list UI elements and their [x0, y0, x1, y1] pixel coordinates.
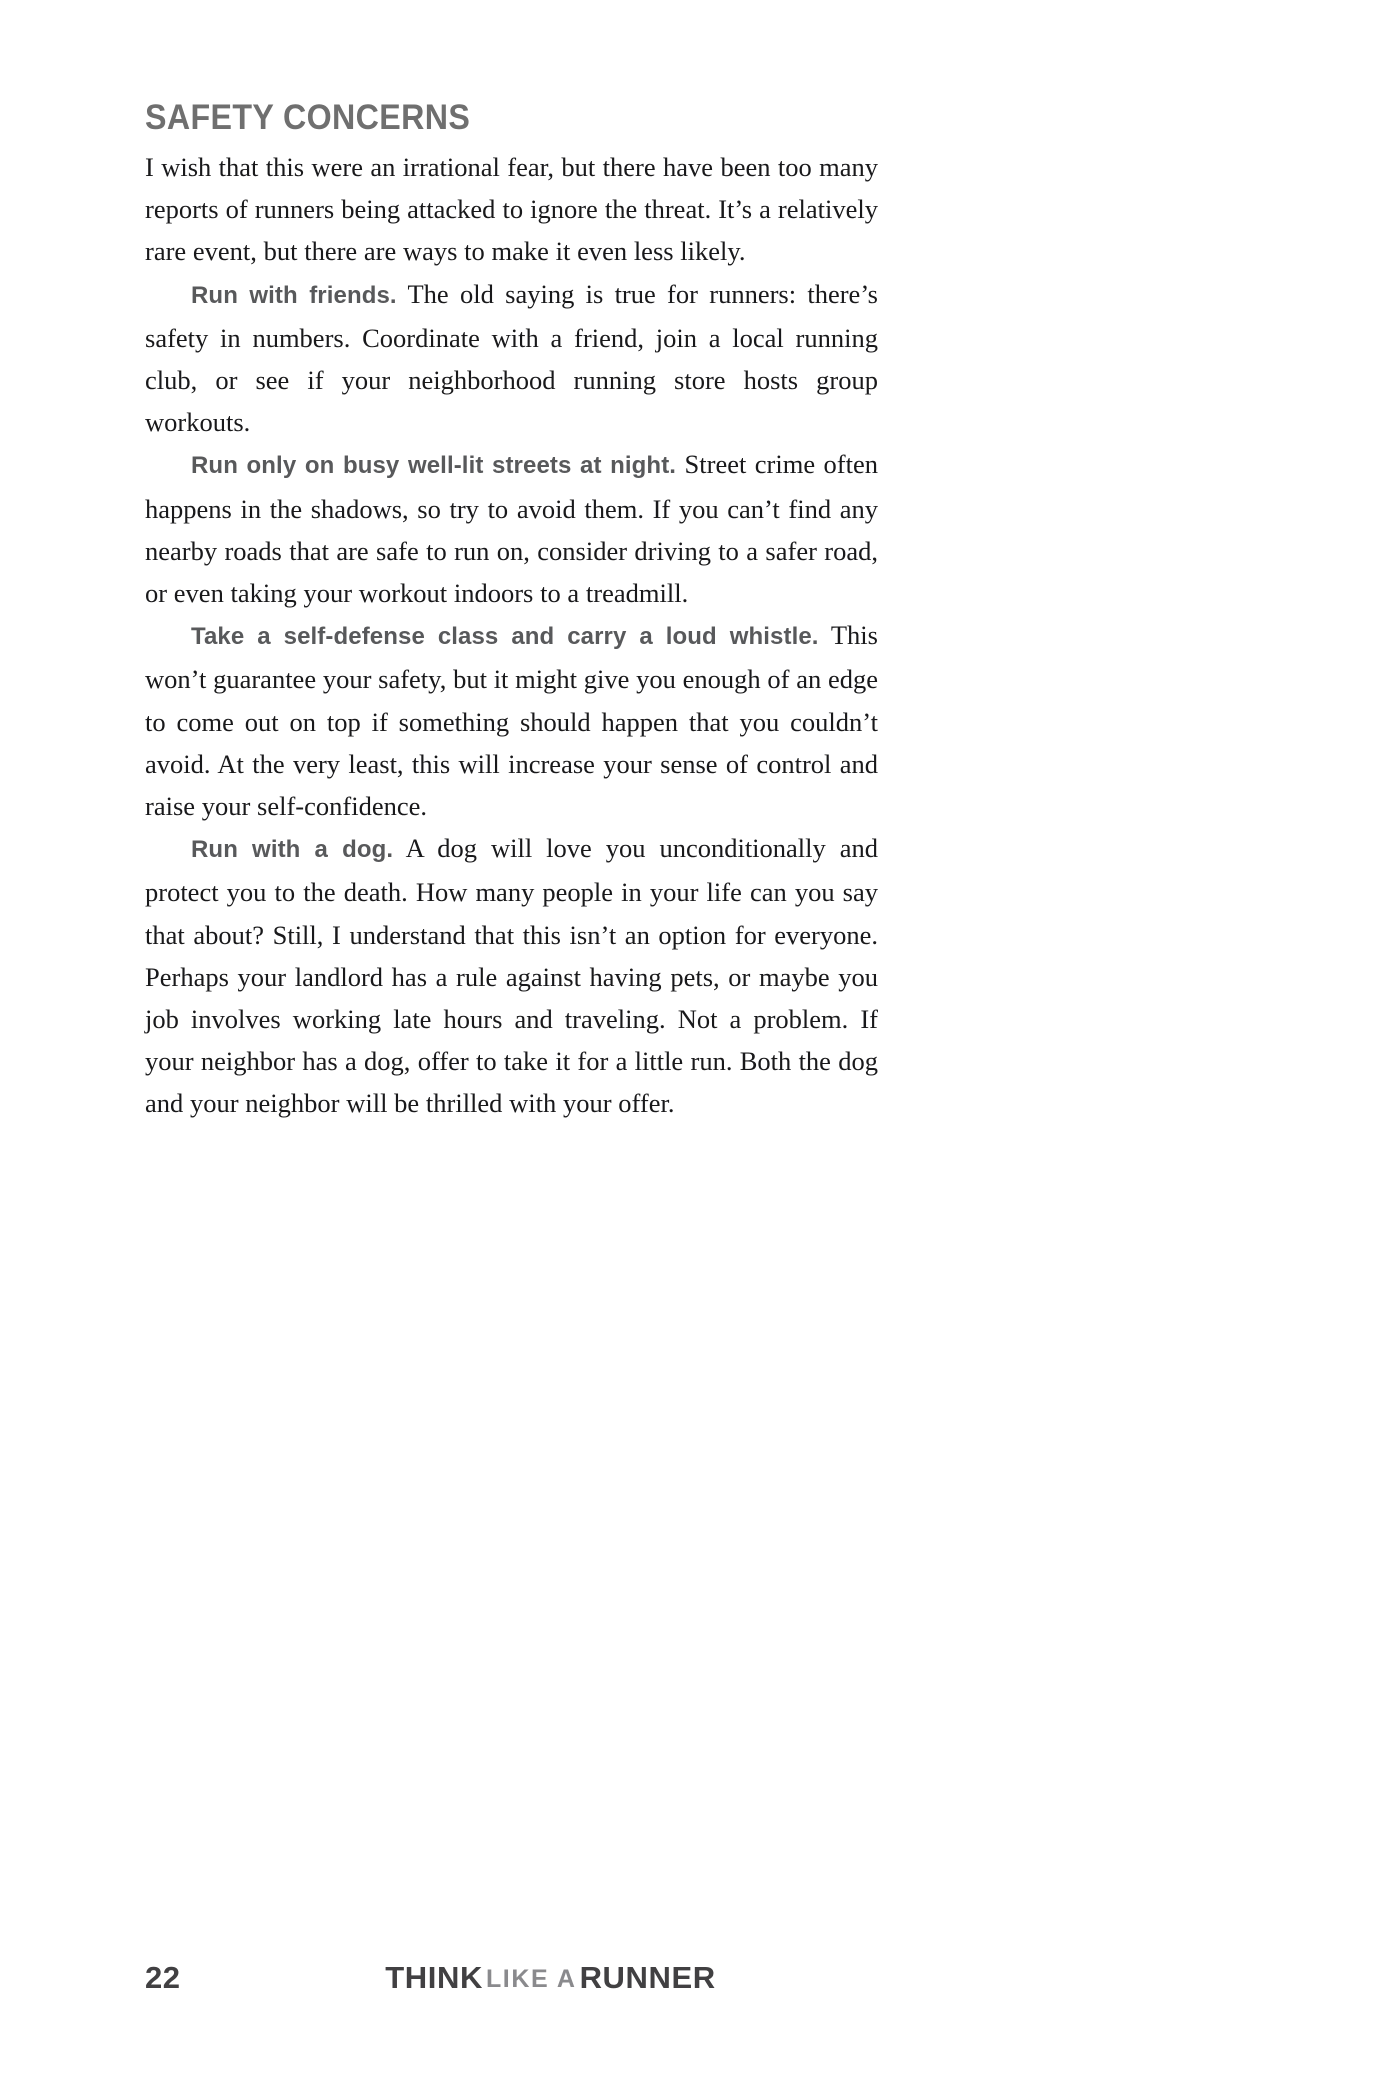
paragraph-lead: Run with a dog.	[191, 836, 394, 864]
running-head-runner: RUNNER	[579, 1960, 716, 1995]
page-content	[145, 96, 878, 1125]
paragraph-lead: Run only on busy well-lit streets at night.	[191, 452, 677, 480]
paragraph-well-lit-streets	[145, 443, 878, 614]
paragraph-run-with-friends	[145, 273, 878, 444]
page-number: 22	[145, 1960, 181, 1995]
page-footer	[145, 1958, 878, 2004]
paragraph-lead: Take a self-defense class and carry a loud whistle.	[191, 623, 819, 651]
running-head	[145, 1958, 878, 2004]
paragraph-text: Street crime often happens in the shadows, so try to avoid them. If you can’t find any nearby roads that are safe to run on, consider driving to a safer road, or even taking your workout indoors to a treadmill.	[145, 449, 878, 609]
running-head-think: THINK	[385, 1960, 483, 1995]
paragraph-text: A dog will love you unconditionally and protect you to the death. How many people in your life can you say that about? Still, I understand that this isn’t an option for everyone. Perhaps your landlord has a rule against having pets, or maybe you job involves working late hours and traveling. Not a problem. If your neighbor has a dog, offer to take it for a little run. Both the dog and your neighbor will be thrilled with your offer.	[145, 833, 878, 1119]
paragraph-lead: Run with friends.	[191, 281, 397, 309]
paragraph-text: The old saying is true for runners: there’s safety in numbers. Coordinate with a friend, join a local running club, or see if your neighborhood running store hosts group workouts.	[145, 278, 878, 438]
paragraph-self-defense-class	[145, 614, 878, 827]
paragraph-text: I wish that this were an irrational fear, but there have been too many reports of runners being attacked to ignore the threat. It’s a relatively rare event, but there are ways to make it even less likely.	[145, 152, 878, 267]
section-heading: SAFETY CONCERNS	[145, 98, 471, 137]
running-head-like-a: LIKE A	[485, 1965, 577, 1993]
paragraph-run-with-a-dog	[145, 827, 878, 1124]
paragraph-intro	[145, 146, 878, 273]
paragraph-text: This won’t guarantee your safety, but it might give you enough of an edge to come out on top if something should happen that you couldn’t avoid. At the very least, this will increase your sense of control and raise your self-confidence.	[145, 620, 878, 822]
